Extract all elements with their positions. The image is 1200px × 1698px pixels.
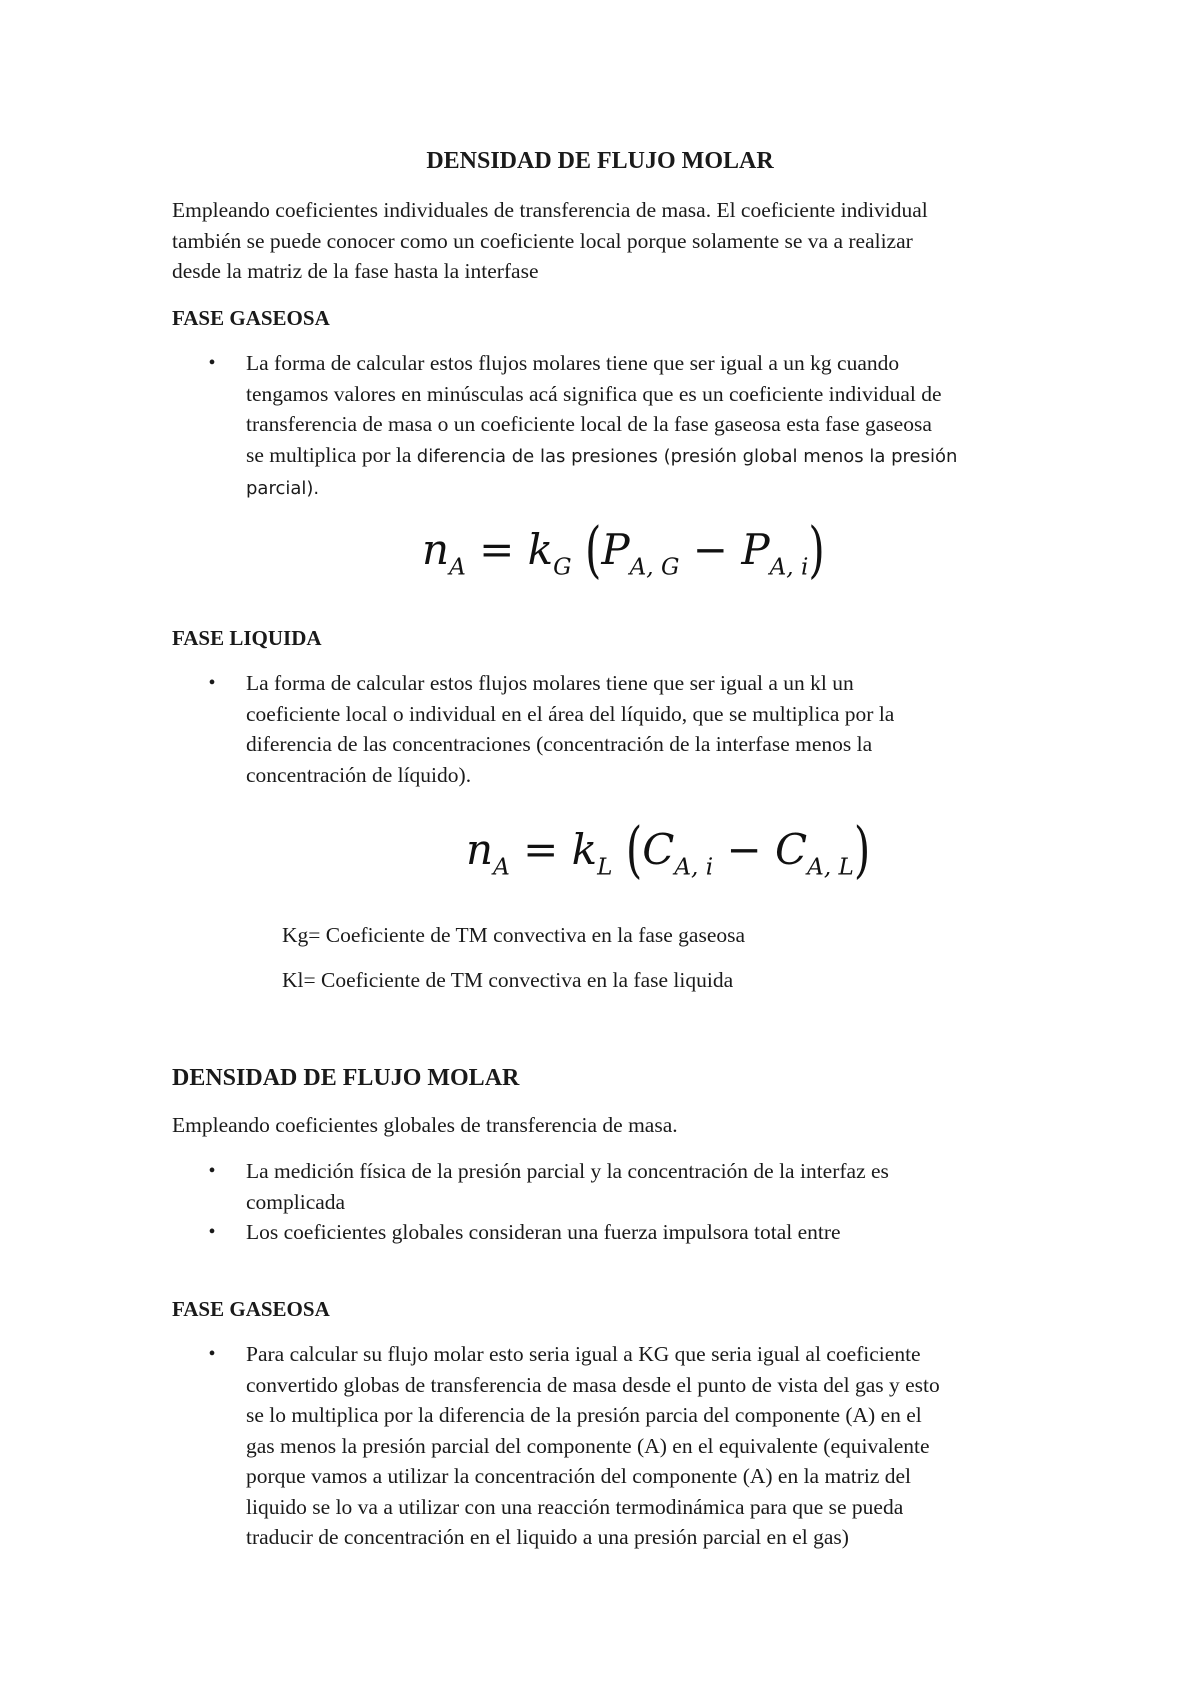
bullet-line: Para calcular su flujo molar esto seria igual a KG que seria igual al coeficiente (246, 1342, 921, 1366)
formula-paren: ( (584, 513, 602, 585)
list-item (208, 348, 1046, 505)
bullet-line: Los coeficientes globales consideran una fuerza impulsora total entre (246, 1220, 841, 1244)
global-gas-phase-list (208, 1339, 1046, 1553)
kl-definition: Kl= Coeficiente de TM convectiva en la fase liquida (282, 968, 734, 992)
bullet-line: transferencia de masa o un coeficiente local de la fase gaseosa esta fase gaseosa (246, 412, 932, 436)
bullet-line: diferencia de las concentraciones (concentración de la interfase menos la (246, 732, 873, 756)
bullet-icon: • (208, 672, 216, 694)
bullet-line: La forma de calcular estos flujos molares tiene que ser igual a un kg cuando (246, 351, 900, 375)
section1-title: DENSIDAD DE FLUJO MOLAR (426, 148, 774, 174)
bullet-line: convertido globas de transferencia de masa desde el punto de vista del gas y esto (246, 1372, 940, 1397)
bullet-line: complicada (246, 1189, 346, 1214)
liquid-phase-heading: FASE LIQUIDA (172, 626, 322, 650)
liquid-phase-list (208, 668, 1046, 790)
formula-subscript: L (597, 854, 613, 881)
intro-line: también se puede conocer como un coeficiente local porque solamente se va a realizar (172, 228, 913, 253)
formula-symbol: C (775, 825, 808, 874)
intro-line: desde la matriz de la fase hasta la interfase (172, 259, 539, 283)
global-coefficients-list (208, 1156, 1046, 1248)
bullet-icon: • (208, 1221, 216, 1243)
formula-subscript: A (449, 554, 466, 581)
formula-symbol: P (601, 525, 630, 574)
bullet-line: se lo multiplica por la diferencia de la presión parcia del componente (A) en el (246, 1403, 922, 1427)
formula-symbol: n (422, 525, 450, 574)
gas-phase-heading: FASE GASEOSA (172, 306, 330, 330)
bullet-line: coeficiente local o individual en el área del líquido, que se multiplica por la (246, 701, 895, 726)
formula-subscript: A, i (769, 554, 809, 581)
formula-subscript: A, L (807, 854, 854, 881)
formula-equals: = (523, 825, 559, 874)
list-item (208, 1339, 1046, 1553)
formula-symbol: P (741, 525, 770, 574)
formula-minus: − (692, 525, 728, 574)
bullet-icon: • (208, 352, 216, 374)
gas-flux-formula (422, 513, 825, 597)
bullet-line (246, 472, 1046, 505)
formula-subscript: A (493, 854, 510, 881)
bullet-line (246, 440, 1046, 473)
formula-minus: − (726, 825, 762, 874)
list-item (208, 1217, 1046, 1248)
bullet-line: porque vamos a utilizar la concentración del componente (A) en la matriz del (246, 1464, 912, 1488)
list-item (208, 1156, 1046, 1217)
intro-line: Empleando coeficientes individuales de transferencia de masa. El coeficiente individual (172, 198, 928, 222)
formula-symbol: k (527, 525, 554, 574)
bullet-text-sans: diferencia de las presiones (presión global menos la presión (416, 445, 958, 467)
global-gas-phase-heading: FASE GASEOSA (172, 1297, 330, 1321)
kg-definition: Kg= Coeficiente de TM convectiva en la fase gaseosa (282, 923, 746, 947)
section1-intro (172, 195, 928, 287)
formula-paren: ) (808, 513, 825, 585)
formula-paren: ) (853, 813, 871, 885)
formula-subscript: A, G (629, 554, 680, 581)
formula-subscript: A, i (674, 854, 714, 881)
bullet-line: concentración de líquido). (246, 762, 472, 787)
bullet-line: tengamos valores en minúsculas acá significa que es un coeficiente individual de (246, 381, 942, 406)
gas-phase-list (208, 348, 1046, 505)
formula-paren: ( (625, 813, 643, 885)
bullet-text-sans: parcial). (246, 478, 320, 499)
formula-equals: = (479, 525, 515, 574)
liquid-flux-formula (466, 813, 871, 897)
bullet-line: La forma de calcular estos flujos molares tiene que ser igual a un kl un (246, 671, 854, 695)
formula-subscript: G (553, 554, 572, 581)
section2-intro: Empleando coeficientes globales de transferencia de masa. (172, 1113, 678, 1137)
bullet-text-serif: se multiplica por la (246, 442, 417, 467)
list-item (208, 668, 1046, 790)
bullet-icon: • (208, 1160, 216, 1182)
bullet-icon: • (208, 1343, 216, 1365)
formula-symbol: n (466, 825, 494, 874)
formula-symbol: C (642, 825, 675, 874)
section2-title: DENSIDAD DE FLUJO MOLAR (172, 1065, 520, 1091)
bullet-line: gas menos la presión parcial del componente (A) en el equivalente (equivalente (246, 1433, 930, 1458)
bullet-line: liquido se lo va a utilizar con una reacción termodinámica para que se pueda (246, 1494, 904, 1519)
bullet-line: traducir de concentración en el liquido a una presión parcial en el gas) (246, 1525, 849, 1549)
formula-symbol: k (571, 825, 598, 874)
bullet-line: La medición física de la presión parcial y la concentración de la interfaz es (246, 1159, 889, 1183)
